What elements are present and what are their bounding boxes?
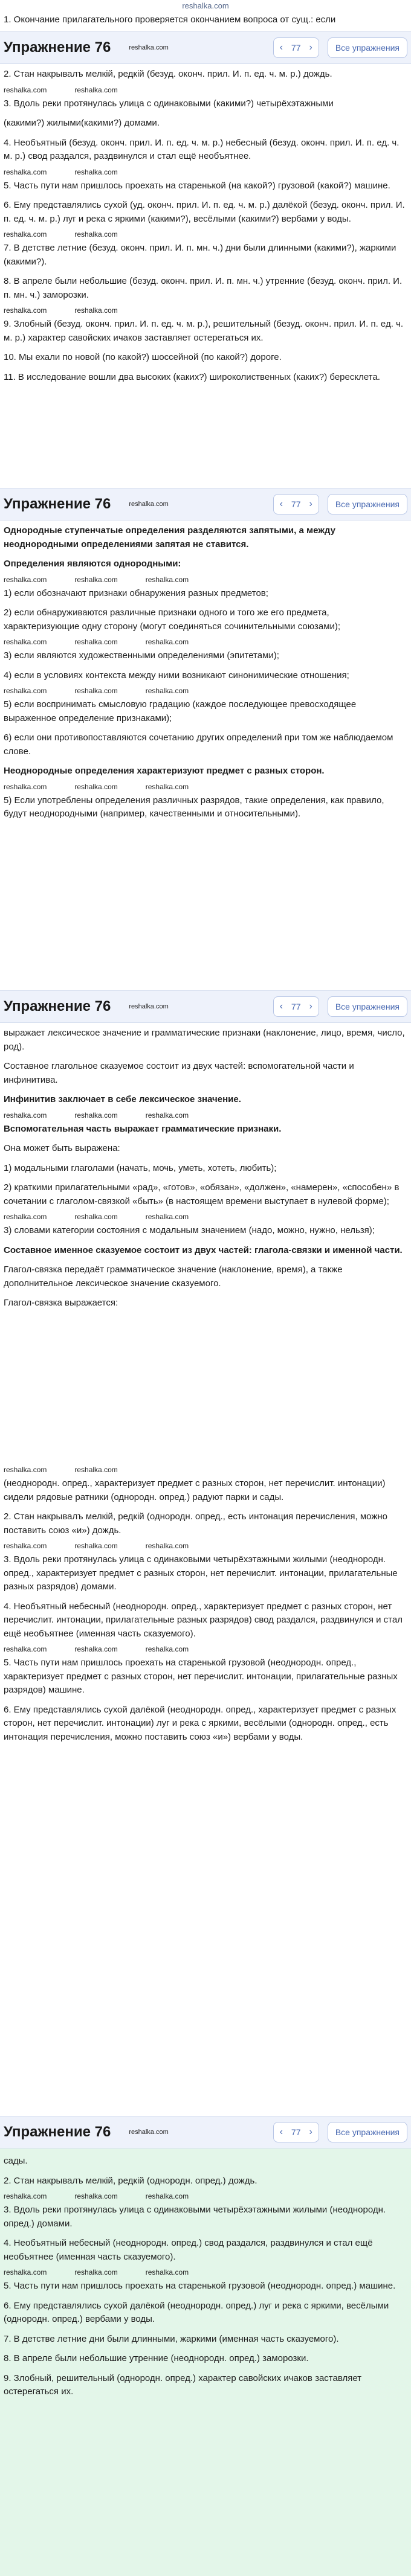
- s3-line-2: выражает лексическое значение и грамматические признаки (наклонение, лицо, время, число, род).: [4, 1028, 405, 1052]
- page-number: 77: [291, 1001, 301, 1011]
- watermark: reshalka.com: [74, 1645, 118, 1653]
- s3-line-8: 2) краткими прилагательными «рад», «готов», «обязан», «должен», «намерен», «способен» в сочетании с глаголом-связкой «быть» (в настоящем времени выступает в нулевой форме);: [4, 1182, 400, 1206]
- watermark: reshalka.com: [74, 2268, 118, 2276]
- s3-line-9: 3) словами категории состояния с модальным значением (надо, можно, нужно, нельзя);: [4, 1225, 375, 1235]
- s5-line-6: 6. Ему представлялись сухой далёкой (неоднородн. опред.) луг и река с яркими, весёлыми (однородн. опред.) вербами у воды.: [4, 2300, 389, 2324]
- next-arrow-icon[interactable]: ›: [309, 499, 312, 509]
- s4-line-5: 5. Часть пути нам пришлось проехать на старенькой грузовой (неоднородн. опред., характеризует предмет с разных сторон, нет перечислит. интонации, прилагательные разных разрядов) машине.: [4, 1658, 398, 1695]
- section-5-body: [0, 2148, 411, 2576]
- s3-line-4: Инфинитив заключает в себе лексическое значение.: [4, 1094, 241, 1104]
- next-arrow-icon[interactable]: ›: [309, 2127, 312, 2137]
- watermark: reshalka.com: [129, 2128, 169, 2136]
- s3-line-12: Глагол-связка выражается:: [4, 1298, 118, 1308]
- all-exercises-button[interactable]: Все упражнения: [328, 996, 407, 1017]
- watermark: reshalka.com: [74, 2192, 118, 2200]
- prev-arrow-icon[interactable]: ‹: [279, 1001, 283, 1011]
- s1-line-7: 6. Ему представлялись сухой (уд. оконч. прил. И. п. ед. ч. м. р.) далёкой (безуд. оконч. прил. И. п. ед. ч. м. р.) луг и река с яркими (какими?), весёлыми (какими?) вербами у воды.: [4, 200, 405, 224]
- panel-title: Упражнение 76: [4, 39, 111, 56]
- panel-nav: [273, 996, 407, 1017]
- exercise-panel-3: [0, 990, 411, 1023]
- s1-line-5: 4. Необъятный (безуд. оконч. прил. И. п. ед. ч. м. р.) небесный (безуд. оконч. прил. И. п. ед. ч. м. р.) свод раздался, раздвинулся и стал ещё необъятнее.: [4, 137, 400, 161]
- watermark: reshalka.com: [74, 1110, 118, 1120]
- panel-title: Упражнение 76: [4, 2124, 111, 2140]
- section-1-body: [0, 68, 411, 390]
- exercise-panel-1: [0, 31, 411, 64]
- watermark: reshalka.com: [145, 2192, 189, 2200]
- s2-line-10: 5) Если употреблены определения различных разрядов, такие определения, как правило, будут неоднородными (например, качественными и относительными).: [4, 795, 384, 819]
- s1-line-1: 1. Окончание прилагательного проверяется окончанием вопроса от сущ.: если: [4, 14, 336, 25]
- s3-line-6: Она может быть выражена:: [4, 1143, 120, 1153]
- next-arrow-icon[interactable]: ›: [309, 1001, 312, 1011]
- s3-line-3: Составное глагольное сказуемое состоит из двух частей: вспомогательной части и инфинитива.: [4, 1061, 354, 1085]
- pager: [273, 996, 319, 1017]
- watermark: reshalka.com: [145, 638, 189, 646]
- watermark: reshalka.com: [4, 1645, 47, 1653]
- s5-line-2: 2. Стан накрывалъ мелкiй, редкiй (однородн. опред.) дождь.: [4, 2175, 257, 2186]
- watermark: reshalka.com: [4, 1466, 47, 1474]
- panel-title: Упражнение 76: [4, 998, 111, 1014]
- section-1: [0, 13, 411, 33]
- s1-line-9: 8. В апреле были небольшие (безуд. оконч. прил. И. п. мн. ч.) утренние (безуд. оконч. прил. И. п. мн. ч.) заморозки.: [4, 276, 403, 300]
- pager: [273, 2122, 319, 2142]
- watermark: reshalka.com: [74, 230, 118, 239]
- watermark: reshalka.com: [145, 575, 189, 584]
- watermark: reshalka.com: [129, 1002, 169, 1010]
- watermark: reshalka.com: [4, 230, 47, 239]
- s5-line-3: 3. Вдоль реки протянулась улица с одинаковыми четырёхэтажными жилыми (неоднородн. опред.) домами.: [4, 2205, 386, 2229]
- watermark: reshalka.com: [145, 1645, 189, 1653]
- all-exercises-button[interactable]: Все упражнения: [328, 494, 407, 514]
- s1-line-12: 11. В исследование вошли два высоких (каких?) широколиственных (каких?) бересклета.: [4, 371, 380, 382]
- panel-nav: [273, 494, 407, 514]
- s1-line-11: 10. Мы ехали по новой (по какой?) шоссейной (по какой?) дороге.: [4, 352, 282, 362]
- watermark: reshalka.com: [129, 43, 169, 51]
- watermark: reshalka.com: [4, 85, 47, 94]
- all-exercises-button[interactable]: Все упражнения: [328, 2122, 407, 2142]
- watermark: reshalka.com: [4, 167, 47, 176]
- panel-nav: [273, 2122, 407, 2142]
- prev-arrow-icon[interactable]: ‹: [279, 42, 283, 53]
- top-url-bar: [0, 0, 411, 12]
- panel-nav: [273, 37, 407, 58]
- watermark: reshalka.com: [74, 1213, 118, 1221]
- site-url[interactable]: reshalka.com: [182, 1, 229, 10]
- exercise-panel-4: [0, 2116, 411, 2148]
- watermark: reshalka.com: [4, 1213, 47, 1221]
- watermark: reshalka.com: [4, 2192, 47, 2200]
- watermark: reshalka.com: [145, 782, 189, 791]
- section-4-body: [0, 1467, 411, 1750]
- s2-line-7: 5) если воспринимать смысловую градацию (каждое последующее превосходящее выраженное определение признаками);: [4, 699, 357, 723]
- page-number: 77: [291, 2127, 301, 2137]
- s5-line-5: 5. Часть пути нам пришлось проехать на старенькой грузовой (неоднородн. опред.) машине.: [4, 2281, 396, 2291]
- s4-line-4: 4. Необъятный небесный (неоднородн. опред., характеризует предмет с разных сторон, нет перечислит. интонации, прилагательные разных разрядов) свод раздался, раздвинулся и стал ещё необъятнее (именная часть сказуемого).: [4, 1601, 403, 1639]
- next-arrow-icon[interactable]: ›: [309, 42, 312, 53]
- s3-line-5: Вспомогательная часть выражает грамматические признаки.: [4, 1123, 282, 1134]
- page-number: 77: [291, 42, 301, 53]
- s2-line-3: 1) если обозначают признаки обнаружения разных предметов;: [4, 588, 268, 598]
- watermark: reshalka.com: [74, 575, 118, 584]
- watermark: reshalka.com: [74, 638, 118, 646]
- s5-line-9: 9. Злобный, решительный (однородн. опред.) характер савойских ичаков заставляет остерегаться их.: [4, 2373, 362, 2397]
- pager: [273, 37, 319, 58]
- s1-line-2: 2. Стан накрывалъ мелкiй, редкiй (безуд. оконч. прил. И. п. ед. ч. м. р.) дождь.: [4, 69, 332, 79]
- page-number: 77: [291, 499, 301, 509]
- panel-title: Упражнение 76: [4, 496, 111, 512]
- s1-line-8: 7. В детстве летние (безуд. оконч. прил. И. п. мн. ч.) дни были длинными (какими?), жаркими (какими?).: [4, 243, 396, 267]
- watermark: reshalka.com: [4, 782, 47, 791]
- all-exercises-button[interactable]: Все упражнения: [328, 37, 407, 58]
- watermark: reshalka.com: [4, 2268, 47, 2276]
- watermark: reshalka.com: [4, 1110, 47, 1120]
- s2-line-1: Однородные ступенчатые определения разделяются запятыми, а между неоднородными определениями запятая не ставится.: [4, 525, 335, 549]
- s1-line-6: 5. Часть пути нам пришлось проехать на старенькой (на какой?) грузовой (какой?) машине.: [4, 180, 390, 191]
- section-3-body: [0, 1027, 411, 1316]
- watermark: reshalka.com: [145, 687, 189, 695]
- watermark: reshalka.com: [4, 687, 47, 695]
- watermark: reshalka.com: [74, 1542, 118, 1550]
- s5-line-1: сады.: [4, 2156, 28, 2166]
- s4-line-2: 2. Стан накрывалъ мелкiй, редкiй (однородн. опред., есть интонация перечисления, можно поставить союз «и») дождь.: [4, 1511, 388, 1536]
- s2-line-9: Неоднородные определения характеризуют предмет с разных сторон.: [4, 766, 325, 776]
- pager: [273, 494, 319, 514]
- watermark: reshalka.com: [74, 687, 118, 695]
- watermark: reshalka.com: [74, 85, 118, 94]
- watermark: reshalka.com: [4, 638, 47, 646]
- s4-line-6: 6. Ему представлялись сухой далёкой (неоднородн. опред., характеризует предмет с разных сторон, нет перечислит. интонации) луг и река с яркими, весёлыми (однородн. опред., есть интонация перечисления, можно поставить союз «и») вербами у воды.: [4, 1704, 396, 1742]
- watermark: reshalka.com: [4, 306, 47, 315]
- s3-line-10: Составное именное сказуемое состоит из двух частей: глагола-связки и именной части.: [4, 1245, 403, 1255]
- s1-line-3: 3. Вдоль реки протянулась улица с одинаковыми (какими?) четырёхэтажными: [4, 98, 334, 109]
- section-2-body: [0, 524, 411, 827]
- watermark: reshalka.com: [74, 167, 118, 176]
- exercise-panel-2: [0, 488, 411, 521]
- watermark: reshalka.com: [74, 306, 118, 315]
- s2-line-5: 3) если являются художественными определениями (эпитетами);: [4, 650, 279, 661]
- watermark: reshalka.com: [145, 1110, 189, 1120]
- watermark: reshalka.com: [74, 782, 118, 791]
- s2-line-6: 4) если в условиях контекста между ними возникают синонимические отношения;: [4, 670, 349, 681]
- s5-line-4: 4. Необъятный небесный (неоднородн. опред.) свод раздался, раздвинулся и стал ещё необъятнее (именная часть сказуемого).: [4, 2238, 373, 2262]
- s2-line-4: 2) если обнаруживаются различные признаки одного и того же его предмета, характеризующие одну сторону (могут соединяться сочинительными союзами);: [4, 607, 341, 632]
- s4-line-3: 3. Вдоль реки протянулась улица с одинаковыми четырёхэтажными жилыми (неоднородн. опред., характеризует предмет с разных сторон, нет перечислит. интонации, прилагательные разных разрядов) домами.: [4, 1554, 398, 1592]
- watermark: reshalka.com: [145, 2268, 189, 2276]
- s1-line-4: (какими?) жилыми(какими?) домами.: [4, 118, 160, 128]
- s1-line-10: 9. Злобный (безуд. оконч. прил. И. п. ед. ч. м. р.), решительный (безуд. оконч. прил. И. п. ед. ч. м. р.) характер савойских ичаков заставляет остерегаться их.: [4, 319, 404, 343]
- s4-line-1: (неоднородн. опред., характеризует предмет с разных сторон, нет перечислит. интонации) сидели рядовые ратники (однородн. опред.) радуют парки и сады.: [4, 1478, 386, 1502]
- watermark: reshalka.com: [74, 1466, 118, 1474]
- s3-line-11: Глагол-связка передаёт грамматическое значение (наклонение, время), а также дополнительное лексическое значение сказуемого.: [4, 1264, 343, 1289]
- watermark: reshalka.com: [4, 1542, 47, 1550]
- watermark: reshalka.com: [129, 500, 169, 508]
- watermark: reshalka.com: [4, 575, 47, 584]
- s5-line-7: 7. В детстве летние дни были длинными, жаркими (именная часть сказуемого).: [4, 2333, 339, 2344]
- s5-line-8: 8. В апреле были небольшие утренние (неоднородн. опред.) заморозки.: [4, 2353, 309, 2363]
- prev-arrow-icon[interactable]: ‹: [279, 2127, 283, 2137]
- s2-line-8: 6) если они противопоставляются сочетанию других определений при том же наблюдаемом слове.: [4, 732, 393, 757]
- s2-line-2: Определения являются однородными:: [4, 559, 181, 569]
- s3-line-7: 1) модальными глаголами (начать, мочь, уметь, хотеть, любить);: [4, 1162, 277, 1173]
- watermark: reshalka.com: [145, 1542, 189, 1550]
- prev-arrow-icon[interactable]: ‹: [279, 499, 283, 509]
- watermark: reshalka.com: [145, 1213, 189, 1221]
